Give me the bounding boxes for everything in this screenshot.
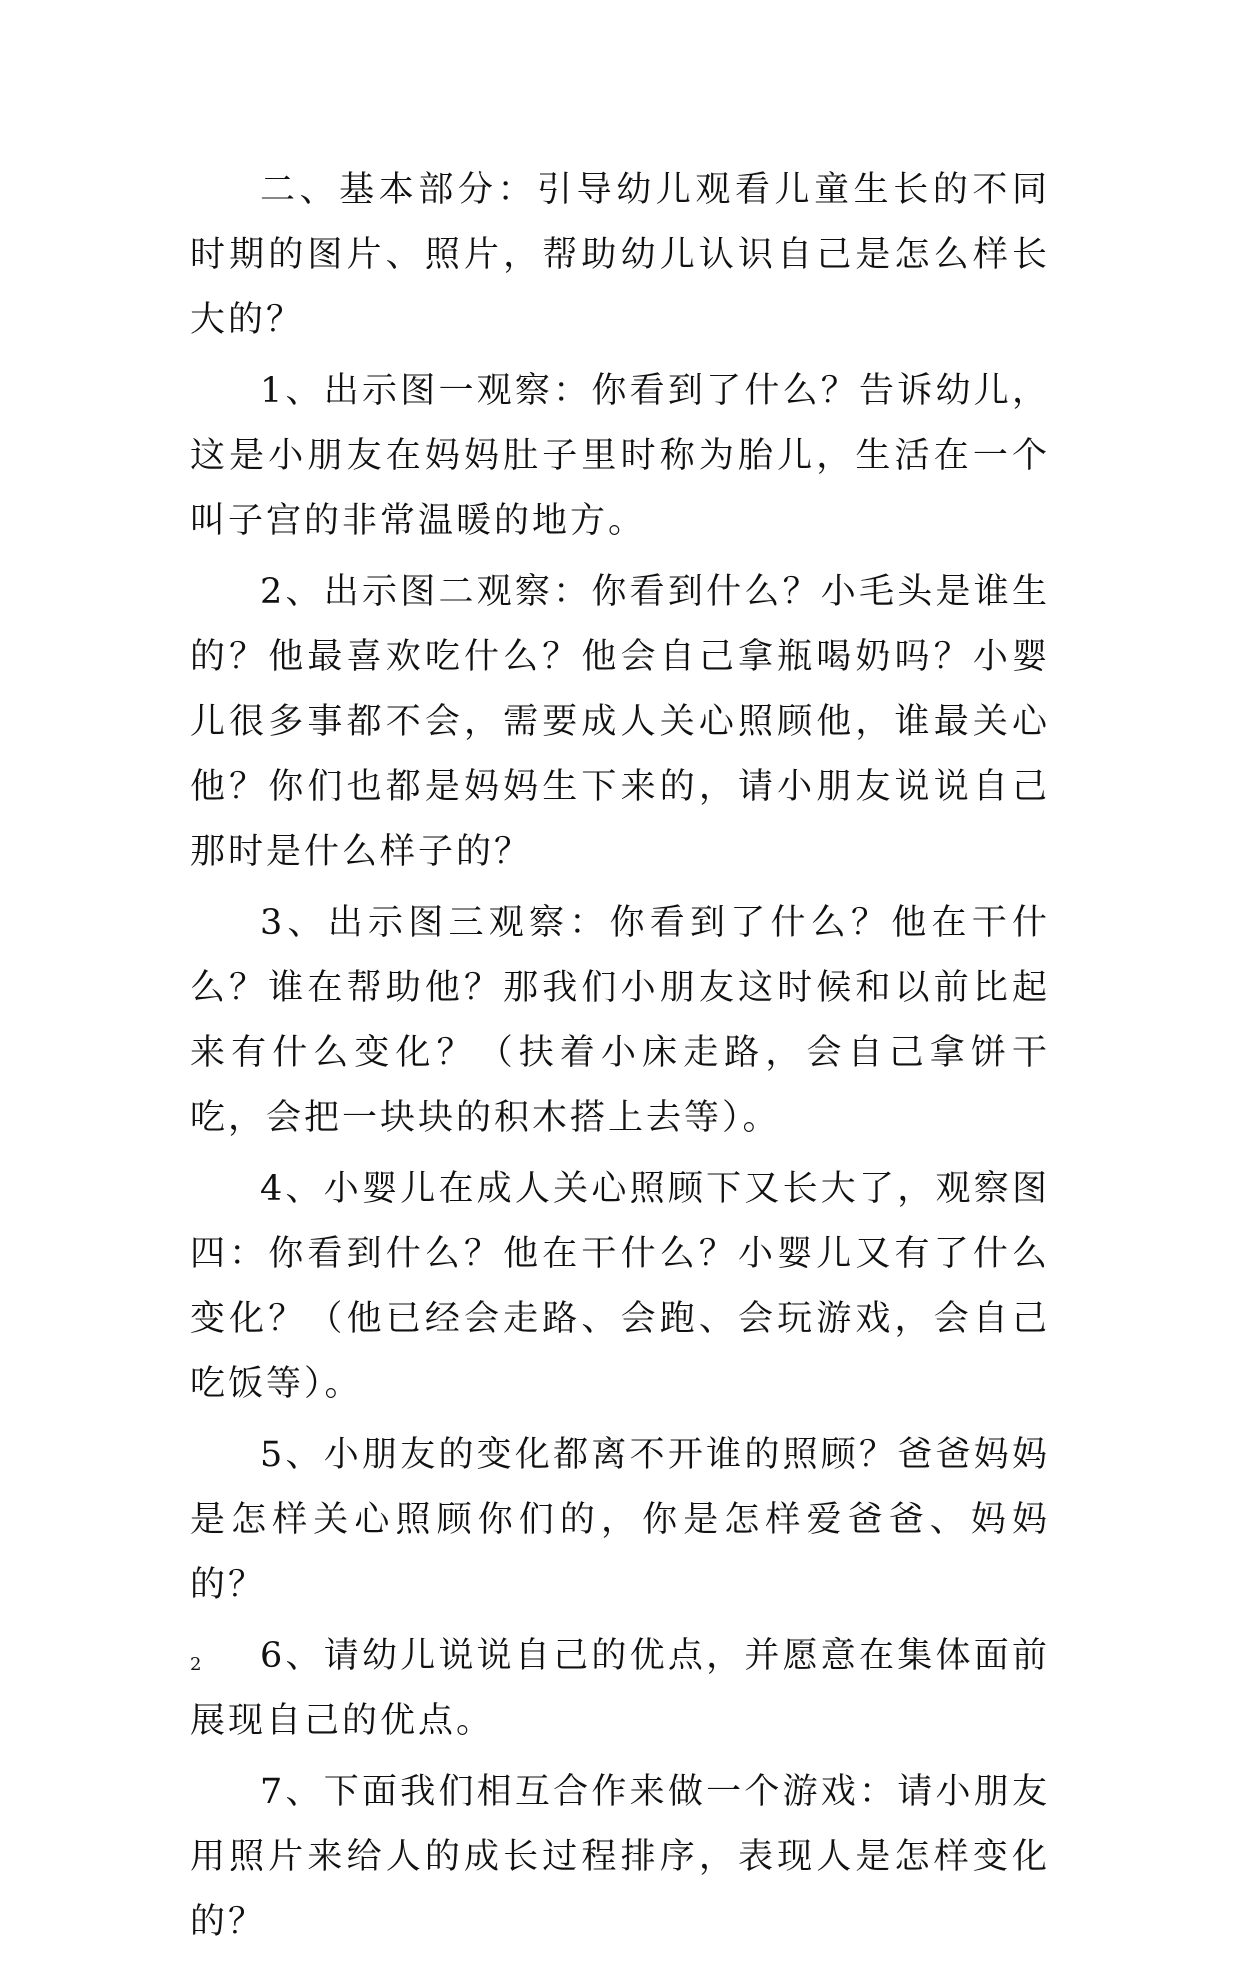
paragraph-step-6: 6、请幼儿说说自己的优点，并愿意在集体面前展现自己的优点。	[190, 1636, 1050, 1741]
paragraph-basic-part: 二、基本部分：引导幼儿观看儿童生长的不同时期的图片、照片，帮助幼儿认识自己是怎么样长大的？	[190, 170, 1050, 340]
page-number: 2	[190, 1654, 202, 1675]
paragraph-step-2: 2、出示图二观察：你看到什么？小毛头是谁生的？他最喜欢吃什么？他会自己拿瓶喝奶吗？小婴儿很多事都不会，需要成人关心照顾他，谁最关心他？你们也都是妈妈生下来的，请小朋友说说自己那时是什么样子的？	[190, 572, 1050, 872]
paragraph-step-4: 4、小婴儿在成人关心照顾下又长大了，观察图四：你看到什么？他在干什么？小婴儿又有了什么变化？（他已经会走路、会跑、会玩游戏，会自己吃饭等）。	[190, 1169, 1050, 1404]
paragraph-step-7: 7、下面我们相互合作来做一个游戏：请小朋友用照片来给人的成长过程排序，表现人是怎样变化的？	[190, 1772, 1050, 1942]
paragraph-step-5: 5、小朋友的变化都离不开谁的照顾？爸爸妈妈是怎样关心照顾你们的，你是怎样爱爸爸、妈妈的？	[190, 1435, 1050, 1605]
page-content	[190, 158, 1050, 1961]
paragraph-step-3: 3、出示图三观察：你看到了什么？他在干什么？谁在帮助他？那我们小朋友这时候和以前比起来有什么变化？（扶着小床走路，会自己拿饼干吃，会把一块块的积木搭上去等）。	[190, 903, 1050, 1138]
paragraph-step-1: 1、出示图一观察：你看到了什么？告诉幼儿，这是小朋友在妈妈肚子里时称为胎儿，生活在一个叫子宫的非常温暖的地方。	[190, 371, 1050, 541]
